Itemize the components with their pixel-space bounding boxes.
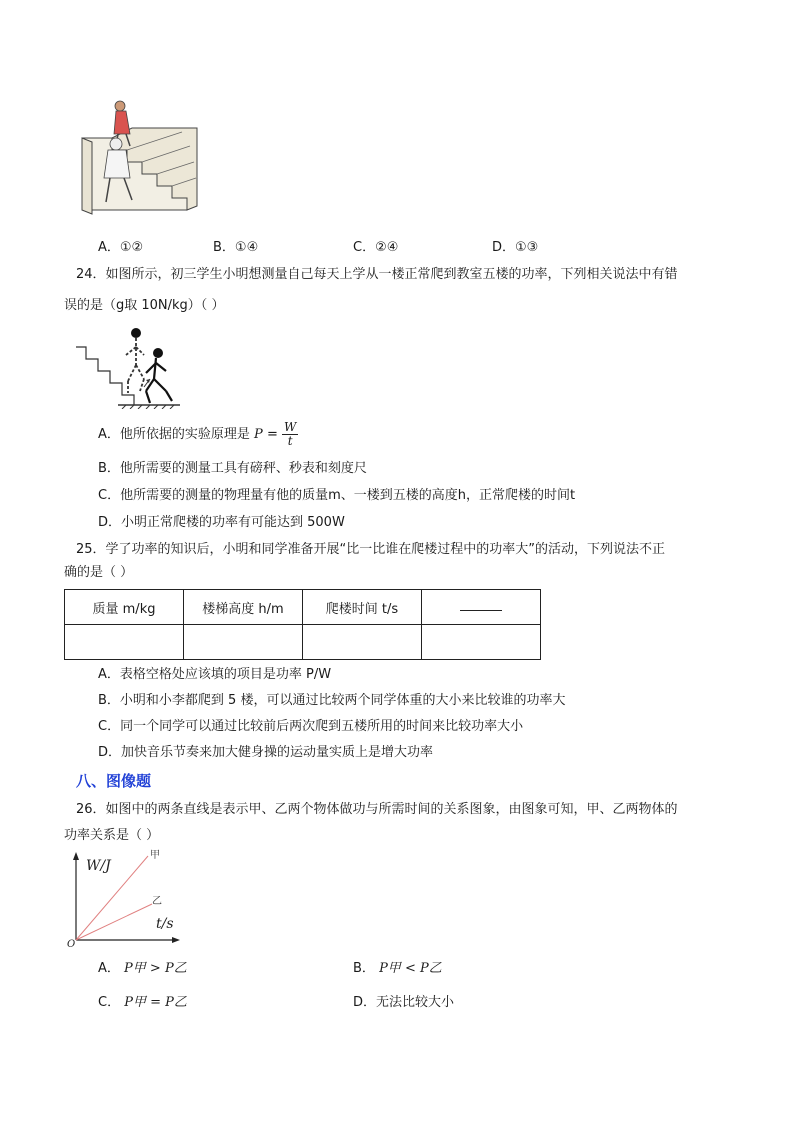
q26-option-c-formula: P甲 = P乙	[124, 995, 187, 1010]
q24-stem-line2: 误的是（g取 10N/kg）（ ）	[64, 298, 225, 313]
q25-stem-line2: 确的是（ ）	[64, 565, 134, 580]
table-header-time: 爬楼时间 t/s	[303, 590, 422, 625]
q26-option-b	[353, 960, 442, 978]
q25-data-table	[64, 589, 541, 660]
q26-stem-line2: 功率关系是（ ）	[64, 828, 160, 843]
formula-denominator: t	[287, 434, 293, 448]
q23-option-c: C．②④	[353, 240, 399, 255]
q26-option-b-formula: P甲 < P乙	[379, 961, 442, 976]
line-yi	[76, 904, 152, 940]
table-cell	[303, 625, 422, 660]
work-time-graph	[64, 848, 184, 948]
x-axis-arrow	[172, 937, 180, 943]
q26-option-c-label: C．	[98, 995, 121, 1010]
table-header-blank	[422, 590, 541, 625]
q26-option-b-label: B．	[353, 961, 375, 976]
table-cell	[184, 625, 303, 660]
stick-figure-stairs-illustration	[74, 325, 186, 409]
q24-option-a-text: A．他所依据的实验原理是	[98, 427, 250, 442]
formula-equals: =	[266, 427, 278, 442]
formula-numerator: W	[283, 420, 297, 434]
formula-fraction	[282, 421, 298, 448]
fill-in-blank	[460, 600, 502, 611]
stair-climbing-illustration	[72, 98, 212, 218]
table-header-row	[65, 590, 541, 625]
q25-stem-line1: 25．学了功率的知识后，小明和同学准备开展“比一比谁在爬楼过程中的功率大”的活动，下列说法不正	[76, 542, 666, 557]
q24-option-a	[98, 420, 298, 450]
q24-option-d: D．小明正常爬楼的功率有可能达到 500W	[98, 515, 345, 530]
table-header-mass: 质量 m/kg	[65, 590, 184, 625]
table-row	[65, 625, 541, 660]
y-axis-label: W/J	[86, 858, 111, 874]
q23-option-d: D．①③	[492, 240, 539, 255]
q23-option-b: B．①④	[213, 240, 259, 255]
table-cell	[422, 625, 541, 660]
q26-option-a	[98, 960, 187, 978]
q26-option-a-formula: P甲 > P乙	[124, 961, 187, 976]
line-jia-label: 甲	[150, 850, 160, 861]
q23-option-a: A．①②	[98, 240, 144, 255]
section-heading: 八、图像题	[76, 772, 152, 790]
q24-option-c: C．他所需要的测量的物理量有他的质量m、一楼到五楼的高度h，正常爬楼的时间t	[98, 488, 576, 503]
q26-option-d: D．无法比较大小	[353, 995, 455, 1010]
q24-option-b: B．他所需要的测量工具有磅秤、秒表和刻度尺	[98, 461, 367, 476]
q26-option-a-label: A．	[98, 961, 120, 976]
x-axis-label: t/s	[156, 916, 174, 932]
q26-stem-line1: 26．如图中的两条直线是表示甲、乙两个物体做功与所需时间的关系图象，由图象可知，甲、乙两物体的	[76, 802, 678, 817]
q25-option-a: A．表格空格处应该填的项目是功率 P/W	[98, 667, 332, 682]
q25-option-c: C．同一个同学可以通过比较前后两次爬到五楼所用的时间来比较功率大小	[98, 719, 524, 734]
formula-lhs: P	[254, 427, 263, 442]
table-cell	[65, 625, 184, 660]
q24-stem-line1: 24．如图所示，初三学生小明想测量自己每天上学从一楼正常爬到教室五楼的功率，下列相关说法中有错	[76, 267, 678, 282]
y-axis-arrow	[73, 852, 79, 860]
q25-option-b: B．小明和小李都爬到 5 楼，可以通过比较两个同学体重的大小来比较谁的功率大	[98, 693, 566, 708]
origin-label: O	[67, 939, 76, 948]
q25-option-d: D．加快音乐节奏来加大健身操的运动量实质上是增大功率	[98, 745, 434, 760]
table-header-height: 楼梯高度 h/m	[184, 590, 303, 625]
q26-option-c	[98, 994, 187, 1012]
line-yi-label: 乙	[152, 896, 162, 907]
